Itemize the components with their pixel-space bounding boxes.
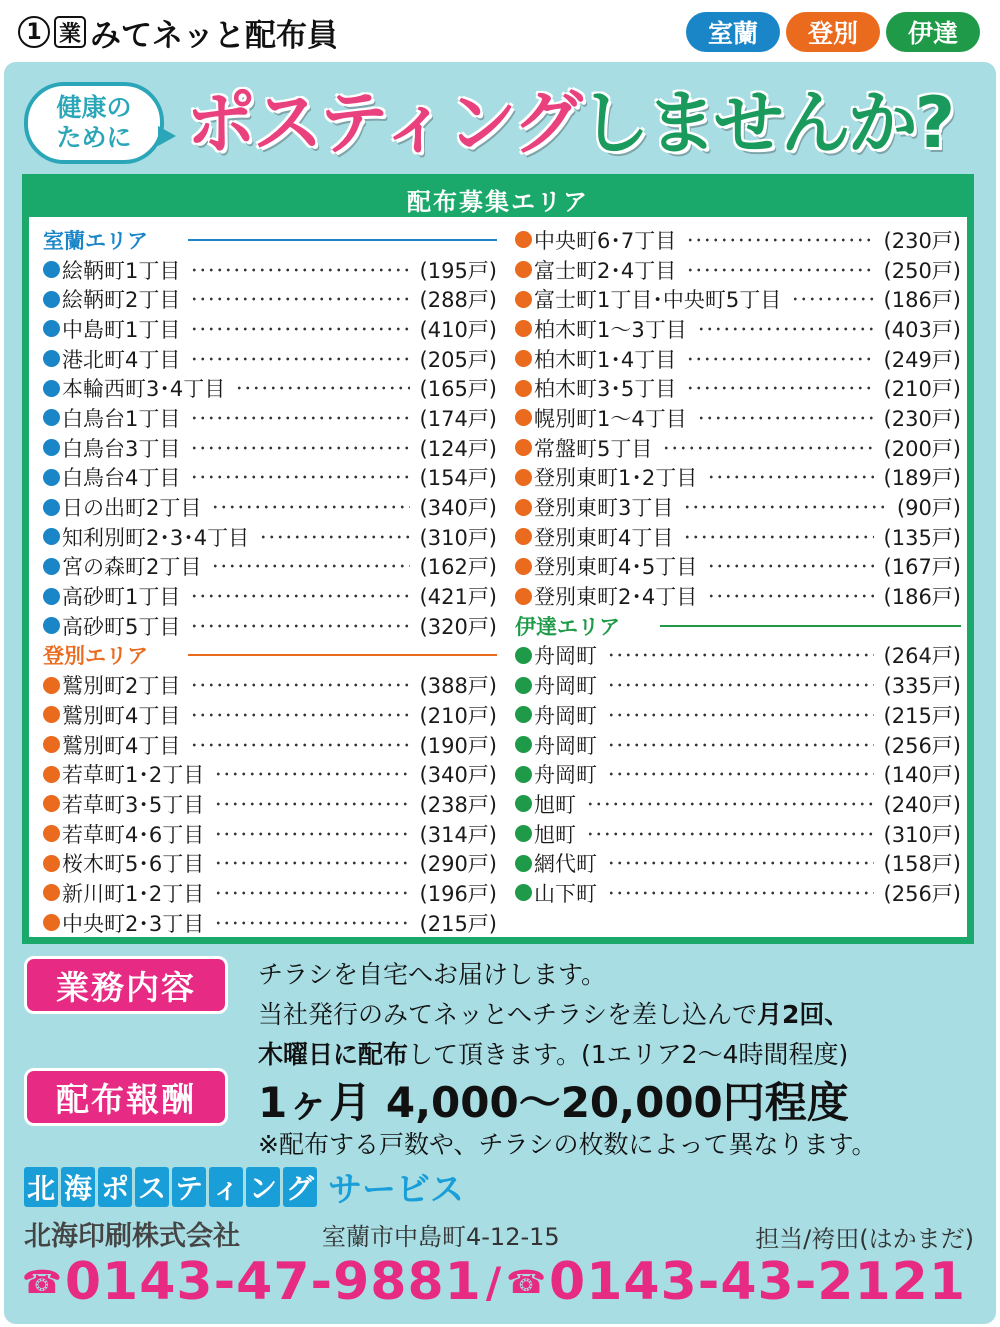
job-label: 業務内容: [24, 956, 228, 1014]
area-name: 富士町1丁目･中央町5丁目: [534, 288, 782, 313]
list-item: [515, 878, 961, 908]
area-heading-muroran: [43, 225, 497, 255]
area-name: 日の出町2丁目: [62, 496, 202, 521]
brand-service-text: サービス: [328, 1170, 464, 1210]
brand-tile: テ: [172, 1167, 206, 1207]
bullet-dot-icon: [515, 706, 532, 723]
household-count: (167戸): [883, 555, 961, 580]
city-badge-date: 伊達: [886, 12, 980, 52]
list-item: [43, 463, 497, 493]
list-item: [515, 789, 961, 819]
area-box: [22, 174, 974, 944]
phone-number-2[interactable]: 0143-43-2121: [549, 1252, 967, 1312]
dot-leader: [791, 297, 873, 301]
bullet-dot-icon: [43, 469, 60, 486]
household-count: (288戸): [419, 288, 497, 313]
dot-leader: [190, 327, 409, 331]
brand-tile: ン: [246, 1167, 280, 1207]
area-name: 柏木町3･5丁目: [534, 377, 677, 402]
dot-leader: [607, 891, 874, 895]
bullet-dot-icon: [43, 499, 60, 516]
bullet-dot-icon: [43, 588, 60, 605]
dot-leader: [190, 713, 409, 717]
bullet-dot-icon: [43, 736, 60, 753]
pay-note: ※配布する戸数や、チラシの枚数によって異なります。: [258, 1130, 877, 1159]
household-count: (210戸): [419, 703, 497, 728]
list-item: [515, 255, 961, 285]
bullet-dot-icon: [43, 439, 60, 456]
list-item: [43, 492, 497, 522]
job-line-3a: 木曜日に配布: [258, 1040, 409, 1069]
household-count: (256戸): [883, 881, 961, 906]
bullet-dot-icon: [43, 261, 60, 278]
brand-tile: 北: [24, 1167, 58, 1207]
household-count: (195戸): [419, 258, 497, 283]
list-item: [43, 344, 497, 374]
household-count: (189戸): [883, 466, 961, 491]
area-name: 知利別町2･3･4丁目: [62, 525, 250, 550]
bullet-dot-icon: [43, 825, 60, 842]
bullet-dot-icon: [43, 766, 60, 783]
city-badges: [686, 12, 980, 52]
list-item: [515, 344, 961, 374]
list-item: [43, 611, 497, 641]
list-item: [43, 581, 497, 611]
household-count: (186戸): [883, 585, 961, 610]
dot-leader: [214, 921, 409, 925]
area-name: 白鳥台1丁目: [62, 406, 181, 431]
list-item: [515, 314, 961, 344]
list-item: [515, 492, 961, 522]
pay-label: 配布報酬: [24, 1068, 228, 1126]
dot-leader: [707, 564, 873, 568]
dot-leader: [586, 832, 874, 836]
dot-leader: [686, 268, 873, 272]
brand-tile: ィ: [209, 1167, 243, 1207]
household-count: (215戸): [883, 703, 961, 728]
area-name: 中央町2･3丁目: [62, 911, 205, 936]
muroran-list: [43, 255, 497, 641]
bullet-dot-icon: [515, 795, 532, 812]
bullet-dot-icon: [43, 558, 60, 575]
list-item: [43, 730, 497, 760]
dot-leader: [607, 713, 874, 717]
separator: /: [485, 1257, 503, 1307]
area-name: 高砂町5丁目: [62, 614, 181, 639]
bullet-dot-icon: [515, 409, 532, 426]
household-count: (290戸): [419, 852, 497, 877]
area-heading-noboribetsu-label: 登別エリア: [43, 644, 148, 669]
bullet-dot-icon: [515, 380, 532, 397]
dot-leader: [662, 446, 873, 450]
bullet-dot-icon: [515, 469, 532, 486]
bullet-dot-icon: [515, 320, 532, 337]
area-name: 柏木町1･4丁目: [534, 347, 677, 372]
dot-leader: [190, 594, 409, 598]
area-name: 登別東町1･2丁目: [534, 466, 698, 491]
header-title-text: みてネッと配布員: [90, 17, 338, 54]
list-item: [515, 670, 961, 700]
dot-leader: [707, 594, 873, 598]
list-item: [515, 819, 961, 849]
bullet-dot-icon: [515, 558, 532, 575]
bullet-dot-icon: [515, 884, 532, 901]
dot-leader: [607, 772, 874, 776]
bullet-dot-icon: [515, 350, 532, 367]
job-line-1: チラシを自宅へお届けします。: [258, 960, 607, 989]
bullet-dot-icon: [43, 380, 60, 397]
area-name: 宮の森町2丁目: [62, 555, 202, 580]
contact-person: 担当/袴田(はかまだ): [755, 1225, 974, 1253]
household-count: (238戸): [419, 792, 497, 817]
dot-leader: [214, 832, 409, 836]
household-count: (403戸): [883, 317, 961, 342]
bubble-line-1: 健康の: [56, 93, 132, 122]
list-item: [43, 284, 497, 314]
date-list: [515, 641, 961, 908]
bullet-dot-icon: [43, 706, 60, 723]
list-item: [43, 522, 497, 552]
list-item: [43, 670, 497, 700]
list-item: [515, 848, 961, 878]
area-name: 常盤町5丁目: [534, 436, 653, 461]
area-name: 絵鞆町2丁目: [62, 288, 181, 313]
bullet-dot-icon: [43, 677, 60, 694]
category-badge: 業: [54, 16, 86, 48]
household-count: (264戸): [883, 644, 961, 669]
area-name: 柏木町1～3丁目: [534, 317, 687, 342]
area-column-right: [515, 225, 961, 908]
household-count: (174戸): [419, 406, 497, 431]
area-name: 山下町: [534, 881, 597, 906]
household-count: (249戸): [883, 347, 961, 372]
household-count: (190戸): [419, 733, 497, 758]
household-count: (388戸): [419, 674, 497, 699]
list-item: [43, 878, 497, 908]
bullet-dot-icon: [43, 855, 60, 872]
area-name: 旭町: [534, 792, 576, 817]
dot-leader: [607, 743, 874, 747]
list-item: [515, 225, 961, 255]
city-badge-muroran: 室蘭: [686, 12, 780, 52]
household-count: (410戸): [419, 317, 497, 342]
bullet-dot-icon: [515, 291, 532, 308]
dot-leader: [211, 505, 409, 509]
pay-amount: 1ヶ月 4,000～20,000円程度: [258, 1078, 849, 1127]
household-count: (210戸): [883, 377, 961, 402]
list-item: [515, 522, 961, 552]
bullet-dot-icon: [43, 914, 60, 931]
household-count: (320戸): [419, 614, 497, 639]
job-line-2b: 月2回、: [757, 1000, 850, 1029]
dot-leader: [686, 357, 873, 361]
area-name: 舟岡町: [534, 703, 597, 728]
list-item: [515, 700, 961, 730]
area-name: 鷲別町4丁目: [62, 703, 181, 728]
area-heading-noboribetsu: [43, 641, 497, 671]
dot-leader: [214, 861, 409, 865]
dot-leader: [586, 802, 874, 806]
brand-tile: 海: [61, 1167, 95, 1207]
list-item: [43, 759, 497, 789]
company-address: 室蘭市中島町4-12-15: [322, 1223, 560, 1251]
phone-numbers: [22, 1252, 966, 1312]
area-name: 登別東町4丁目: [534, 525, 674, 550]
area-name: 絵鞆町1丁目: [62, 258, 181, 283]
area-name: 鷲別町4丁目: [62, 733, 181, 758]
household-count: (310戸): [419, 525, 497, 550]
area-name: 鷲別町2丁目: [62, 674, 181, 699]
area-name: 旭町: [534, 822, 576, 847]
dot-leader: [707, 475, 873, 479]
list-item: [515, 284, 961, 314]
job-line-3b: して頂きます。(1エリア2～4時間程度): [408, 1040, 849, 1069]
list-item: [43, 848, 497, 878]
dot-leader: [607, 861, 874, 865]
bullet-dot-icon: [515, 647, 532, 664]
dot-leader: [259, 535, 409, 539]
phone-icon: ☎: [22, 1263, 63, 1301]
area-name: 中島町1丁目: [62, 317, 181, 342]
dot-leader: [607, 653, 874, 657]
household-count: (154戸): [419, 466, 497, 491]
household-count: (124戸): [419, 436, 497, 461]
area-name: 新川町1･2丁目: [62, 881, 205, 906]
area-name: 白鳥台3丁目: [62, 436, 181, 461]
noboribetsu-list-left: [43, 670, 497, 937]
household-count: (158戸): [883, 852, 961, 877]
household-count: (135戸): [883, 525, 961, 550]
bullet-dot-icon: [43, 409, 60, 426]
dot-leader: [214, 772, 409, 776]
dot-leader: [190, 268, 409, 272]
area-column-left: [43, 225, 497, 938]
dot-leader: [607, 683, 874, 687]
dot-leader: [190, 743, 409, 747]
list-item: [515, 463, 961, 493]
list-item: [515, 581, 961, 611]
list-item: [515, 373, 961, 403]
household-count: (421戸): [419, 585, 497, 610]
area-name: 舟岡町: [534, 644, 597, 669]
household-count: (340戸): [419, 763, 497, 788]
list-item: [43, 403, 497, 433]
headline-posting: ポスティング: [186, 82, 580, 164]
household-count: (205戸): [419, 347, 497, 372]
list-item: [43, 908, 497, 938]
dot-leader: [683, 505, 887, 509]
bullet-dot-icon: [515, 439, 532, 456]
dot-leader: [686, 238, 873, 242]
dot-leader: [214, 891, 409, 895]
area-name: 本輪西町3･4丁目: [62, 377, 226, 402]
list-item: [43, 314, 497, 344]
health-bubble: [24, 82, 164, 164]
bullet-dot-icon: [515, 736, 532, 753]
household-count: (250戸): [883, 258, 961, 283]
divider: [660, 625, 961, 627]
area-name: 網代町: [534, 852, 597, 877]
household-count: (335戸): [883, 674, 961, 699]
dot-leader: [190, 446, 409, 450]
area-name: 舟岡町: [534, 674, 597, 699]
dot-leader: [683, 535, 873, 539]
household-count: (230戸): [883, 406, 961, 431]
bullet-dot-icon: [515, 231, 532, 248]
dot-leader: [190, 683, 409, 687]
divider: [188, 654, 497, 656]
list-item: [43, 255, 497, 285]
dot-leader: [235, 386, 409, 390]
list-item: [515, 730, 961, 760]
bullet-dot-icon: [515, 677, 532, 694]
brand-tile: ス: [135, 1167, 169, 1207]
list-item: [515, 552, 961, 582]
area-name: 登別東町4･5丁目: [534, 555, 698, 580]
area-name: 白鳥台4丁目: [62, 466, 181, 491]
area-title: 配布募集エリア: [29, 181, 967, 217]
phone-icon: ☎: [506, 1263, 548, 1301]
list-item: [43, 789, 497, 819]
list-item: [43, 819, 497, 849]
bullet-dot-icon: [515, 766, 532, 783]
bubble-line-2: ために: [56, 123, 132, 152]
bullet-dot-icon: [43, 350, 60, 367]
noboribetsu-list-right: [515, 225, 961, 611]
bullet-dot-icon: [43, 320, 60, 337]
area-heading-muroran-label: 室蘭エリア: [43, 228, 148, 253]
area-heading-date-label: 伊達エリア: [515, 614, 620, 639]
area-heading-date: [515, 611, 961, 641]
bullet-dot-icon: [515, 855, 532, 872]
dot-leader: [697, 327, 874, 331]
dot-leader: [686, 386, 873, 390]
household-count: (310戸): [883, 822, 961, 847]
dot-leader: [190, 297, 409, 301]
bullet-dot-icon: [515, 499, 532, 516]
bullet-dot-icon: [515, 825, 532, 842]
city-badge-noboribetsu: 登別: [786, 12, 880, 52]
bullet-dot-icon: [43, 528, 60, 545]
household-count: (230戸): [883, 228, 961, 253]
household-count: (256戸): [883, 733, 961, 758]
household-count: (200戸): [883, 436, 961, 461]
household-count: (186戸): [883, 288, 961, 313]
household-count: (215戸): [419, 911, 497, 936]
area-name: 若草町3･5丁目: [62, 792, 205, 817]
job-line-2a: 当社発行のみてネッとへチラシを差し込んで: [258, 1000, 758, 1029]
list-item: [515, 759, 961, 789]
headline-question: しませんか?: [579, 82, 953, 164]
number-badge: 1: [18, 16, 50, 48]
bullet-dot-icon: [43, 795, 60, 812]
bullet-dot-icon: [43, 291, 60, 308]
dot-leader: [697, 416, 874, 420]
area-name: 舟岡町: [534, 733, 597, 758]
household-count: (240戸): [883, 792, 961, 817]
list-item: [515, 641, 961, 671]
bullet-dot-icon: [515, 528, 532, 545]
dot-leader: [190, 416, 409, 420]
area-name: 中央町6･7丁目: [534, 228, 677, 253]
household-count: (314戸): [419, 822, 497, 847]
list-item: [43, 433, 497, 463]
area-name: 富士町2･4丁目: [534, 258, 677, 283]
household-count: (196戸): [419, 881, 497, 906]
phone-number-1[interactable]: 0143-47-9881: [64, 1252, 482, 1312]
household-count: (165戸): [419, 377, 497, 402]
list-item: [43, 373, 497, 403]
dot-leader: [190, 475, 409, 479]
divider: [188, 239, 497, 241]
household-count: (162戸): [419, 555, 497, 580]
household-count: (140戸): [883, 763, 961, 788]
dot-leader: [211, 564, 409, 568]
area-name: 高砂町1丁目: [62, 585, 181, 610]
area-name: 桜木町5･6丁目: [62, 852, 205, 877]
company-name: 北海印刷株式会社: [24, 1221, 240, 1252]
list-item: [515, 403, 961, 433]
bullet-dot-icon: [43, 617, 60, 634]
bullet-dot-icon: [43, 884, 60, 901]
header-title: [18, 10, 338, 54]
list-item: [43, 700, 497, 730]
dot-leader: [190, 357, 409, 361]
area-name: 登別東町3丁目: [534, 496, 674, 521]
brand-tile: グ: [283, 1167, 317, 1207]
dot-leader: [190, 624, 409, 628]
bullet-dot-icon: [515, 588, 532, 605]
job-line-2: [258, 995, 849, 1031]
area-name: 登別東町2･4丁目: [534, 585, 698, 610]
list-item: [43, 552, 497, 582]
area-name: 港北町4丁目: [62, 347, 181, 372]
area-name: 若草町1･2丁目: [62, 763, 205, 788]
household-count: (90戸): [896, 496, 961, 521]
list-item: [515, 433, 961, 463]
job-line-3: [258, 1035, 848, 1071]
dot-leader: [214, 802, 409, 806]
area-name: 幌別町1～4丁目: [534, 406, 687, 431]
bullet-dot-icon: [515, 261, 532, 278]
area-name: 舟岡町: [534, 763, 597, 788]
brand-logo: [24, 1162, 464, 1211]
headline: [186, 76, 952, 170]
household-count: (340戸): [419, 496, 497, 521]
area-name: 若草町4･6丁目: [62, 822, 205, 847]
brand-tile: ポ: [98, 1167, 132, 1207]
